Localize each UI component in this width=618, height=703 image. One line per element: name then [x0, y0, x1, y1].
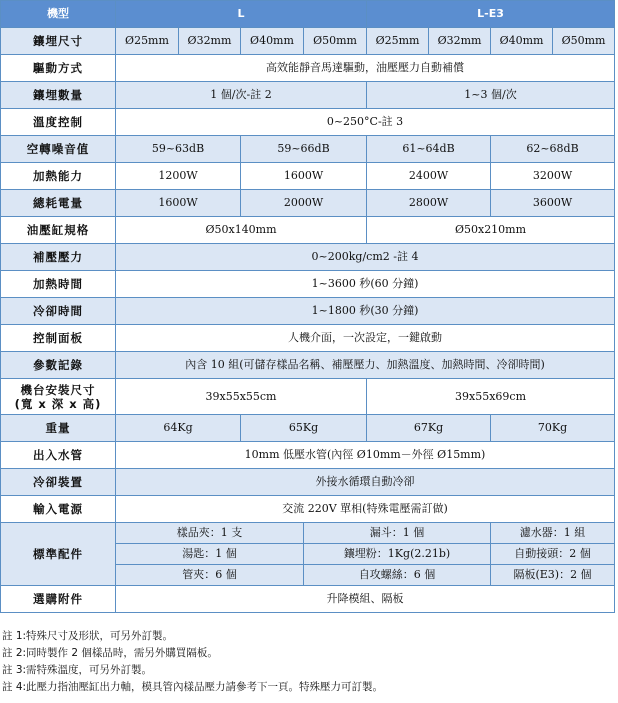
model-header-label: 機型 — [1, 1, 116, 28]
weight-cell: 64Kg — [116, 415, 241, 442]
heating-cell: 1600W — [241, 163, 367, 190]
power-label: 總耗電量 — [1, 190, 116, 217]
mold-size-cell: Ø40mm — [241, 28, 304, 55]
dims-le3-value: 39x55x69cm — [367, 379, 615, 415]
accessory-item: 自攻螺絲：6 個 — [304, 565, 491, 586]
accessory-item: 管夾：6 個 — [116, 565, 304, 586]
water-pipe-label: 出入水管 — [1, 442, 116, 469]
water-pipe-value: 10mm 低壓水管(內徑 Ø10mm－外徑 Ø15mm) — [116, 442, 615, 469]
optional-label: 選購附件 — [1, 586, 116, 613]
accessory-item: 隔板(E3)：2 個 — [491, 565, 615, 586]
accessory-item: 鑲埋粉：1Kg(2.21b) — [304, 544, 491, 565]
cool-time-label: 冷卻時間 — [1, 298, 116, 325]
quantity-l-value: 1 個/次-註 2 — [116, 82, 367, 109]
cooling-value: 外接水循環自動冷卻 — [116, 469, 615, 496]
dims-l-value: 39x55x55cm — [116, 379, 367, 415]
dims-label-line2: (寬 x 深 x 高) — [14, 396, 102, 411]
drive-label: 驅動方式 — [1, 55, 116, 82]
weight-label: 重量 — [1, 415, 116, 442]
mold-size-label: 鑲埋尺寸 — [1, 28, 116, 55]
footnote: 註 3:需特殊溫度，可另外訂製。 — [2, 664, 153, 676]
accessory-item: 自動接頭：2 個 — [491, 544, 615, 565]
drive-value: 高效能靜音馬達驅動，油壓壓力自動補償 — [116, 55, 615, 82]
model-le3-header: L-E3 — [367, 1, 615, 28]
accessory-item: 湯匙：1 個 — [116, 544, 304, 565]
pressure-value: 0~200kg/cm2 -註 4 — [116, 244, 615, 271]
heating-cell: 3200W — [491, 163, 615, 190]
heating-cell: 1200W — [116, 163, 241, 190]
accessory-item: 濾水器：1 組 — [491, 523, 615, 544]
heat-time-label: 加熱時間 — [1, 271, 116, 298]
cylinder-le3-value: Ø50x210mm — [367, 217, 615, 244]
input-power-label: 輸入電源 — [1, 496, 116, 523]
power-cell: 2000W — [241, 190, 367, 217]
temp-value: 0~250°C-註 3 — [116, 109, 615, 136]
weight-cell: 70Kg — [491, 415, 615, 442]
noise-label: 空轉噪音值 — [1, 136, 116, 163]
accessory-item: 樣品夾：1 支 — [116, 523, 304, 544]
heating-label: 加熱能力 — [1, 163, 116, 190]
mold-size-cell: Ø32mm — [179, 28, 241, 55]
noise-cell: 61~64dB — [367, 136, 491, 163]
model-l-header: L — [116, 1, 367, 28]
input-power-value: 交流 220V 單相(特殊電壓需訂做) — [116, 496, 615, 523]
power-cell: 1600W — [116, 190, 241, 217]
quantity-le3-value: 1~3 個/次 — [367, 82, 615, 109]
heat-time-value: 1~3600 秒(60 分鐘) — [116, 271, 615, 298]
weight-cell: 67Kg — [367, 415, 491, 442]
panel-value: 人機介面，一次設定，一鍵啟動 — [116, 325, 615, 352]
mold-size-cell: Ø32mm — [429, 28, 491, 55]
pressure-label: 補壓壓力 — [1, 244, 116, 271]
optional-value: 升降模組、隔板 — [116, 586, 615, 613]
accessory-item: 漏斗：1 個 — [304, 523, 491, 544]
heating-cell: 2400W — [367, 163, 491, 190]
dims-label — [1, 379, 116, 415]
mold-size-cell: Ø25mm — [367, 28, 429, 55]
noise-cell: 59~66dB — [241, 136, 367, 163]
mold-size-cell: Ø50mm — [304, 28, 367, 55]
power-cell: 3600W — [491, 190, 615, 217]
noise-cell: 62~68dB — [491, 136, 615, 163]
accessories-label: 標準配件 — [1, 523, 116, 586]
cropped-text-fragment — [0, 698, 618, 703]
footnote: 註 4:此壓力指油壓缸出力軸，模具管內樣品壓力請參考下一頁。特殊壓力可訂製。 — [2, 681, 384, 693]
footnote: 註 2:同時製作 2 個樣品時，需另外購買隔板。 — [2, 647, 218, 659]
mold-size-cell: Ø40mm — [491, 28, 553, 55]
panel-label: 控制面板 — [1, 325, 116, 352]
dims-label-line1: 機台安裝尺寸 — [20, 382, 96, 397]
footnote: 註 1:特殊尺寸及形狀，可另外訂製。 — [2, 630, 174, 642]
cool-time-value: 1~1800 秒(30 分鐘) — [116, 298, 615, 325]
noise-cell: 59~63dB — [116, 136, 241, 163]
quantity-label: 鑲埋數量 — [1, 82, 116, 109]
cylinder-label: 油壓缸規格 — [1, 217, 116, 244]
memory-value: 內含 10 組(可儲存樣品名稱、補壓壓力、加熱溫度、加熱時間、冷卻時間) — [116, 352, 615, 379]
footnotes — [2, 628, 383, 696]
temp-label: 溫度控制 — [1, 109, 116, 136]
mold-size-cell: Ø25mm — [116, 28, 179, 55]
memory-label: 參數記錄 — [1, 352, 116, 379]
cooling-label: 冷卻裝置 — [1, 469, 116, 496]
cylinder-l-value: Ø50x140mm — [116, 217, 367, 244]
weight-cell: 65Kg — [241, 415, 367, 442]
mold-size-cell: Ø50mm — [553, 28, 615, 55]
power-cell: 2800W — [367, 190, 491, 217]
